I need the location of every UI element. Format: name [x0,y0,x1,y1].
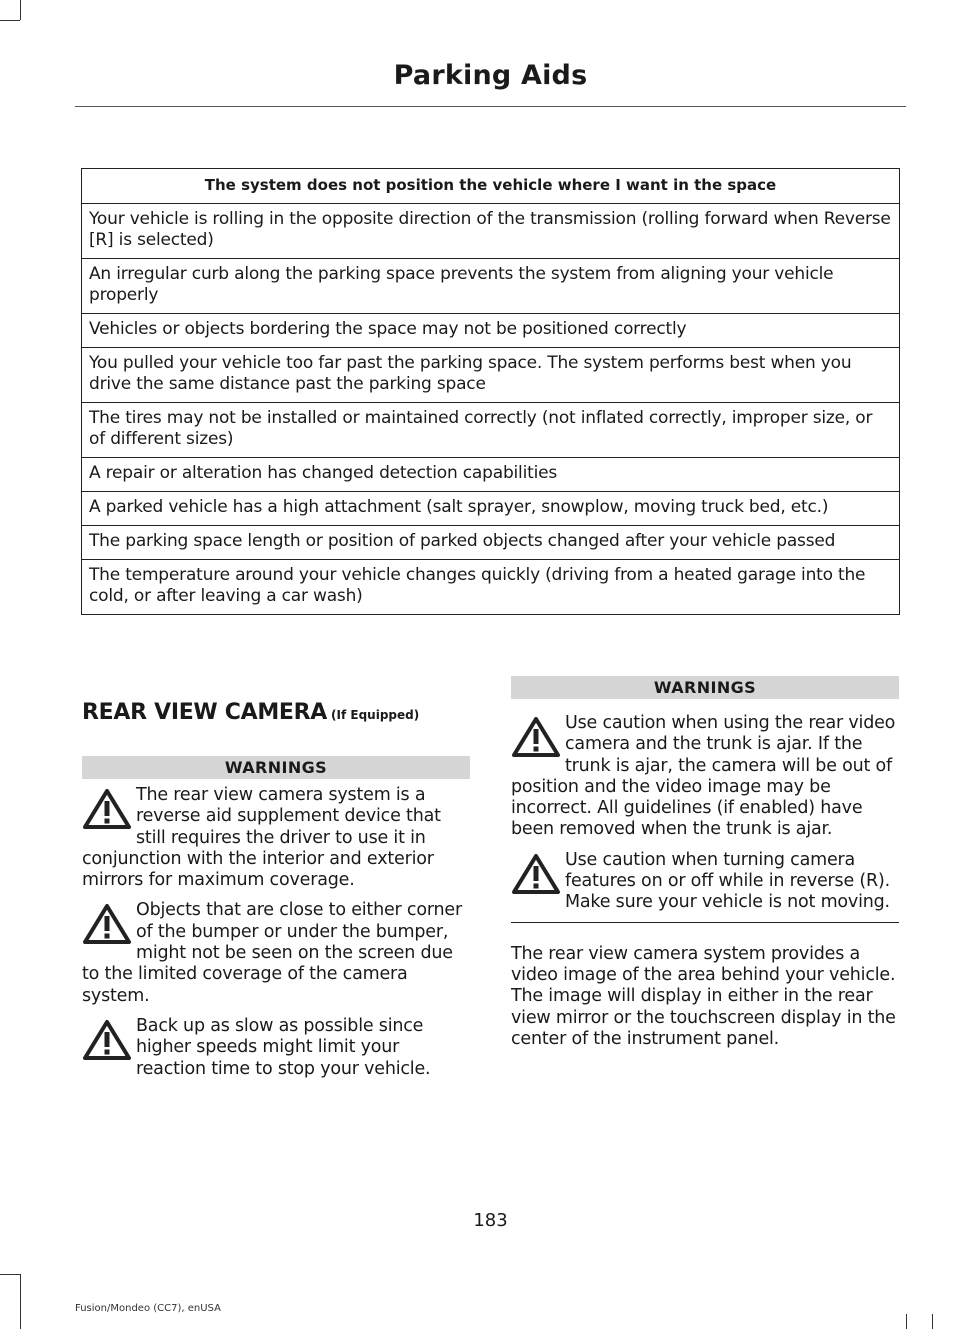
section-heading [82,700,470,738]
page-number: 183 [473,1210,508,1231]
table-row [82,403,900,458]
title-divider [75,106,906,107]
table-header: The system does not position the vehicle where I want in the space [82,169,900,204]
table-row [82,204,900,259]
warning-triangle-icon [511,852,561,898]
warning-item [511,850,899,914]
table-cell: An irregular curb along the parking space prevents the system from aligning your vehicle properly [82,259,900,314]
table-row [82,314,900,348]
right-column [511,676,899,1050]
warning-text: Use caution when using the rear video camera and the trunk is ajar. If the trunk is ajar, the camera will be out of position and the video image may be incorrect. All guidelines (if enabled) have been removed when the trunk is ajar. [511,713,896,840]
table-cell: The tires may not be installed or maintained correctly (not inflated correctly, improper size, or of different sizes) [82,403,900,458]
table-cell: The parking space length or position of parked objects changed after your vehicle passed [82,526,900,560]
table-cell: Your vehicle is rolling in the opposite direction of the transmission (rolling forward when Reverse [R] is selected) [82,204,900,259]
table-row [82,526,900,560]
page-title: Parking Aids [393,60,588,91]
body-paragraph: The rear view camera system provides a video image of the area behind your vehicle. The image will display in either in the rear view mirror or the touchscreen display in the center of the instrument panel. [511,943,896,1049]
table-cell: A parked vehicle has a high attachment (salt sprayer, snowplow, moving truck bed, etc.) [82,492,900,526]
warning-item [82,1016,470,1080]
crop-mark [20,1274,21,1329]
warnings-end-rule [511,922,899,923]
warning-text: The rear view camera system is a reverse aid supplement device that still requires the driver to use it in conjunction with the interior and exterior mirrors for maximum coverage. [82,785,441,891]
table-cell: A repair or alteration has changed detection capabilities [82,458,900,492]
warning-item [82,900,470,1006]
warning-triangle-icon [82,902,132,948]
footer-text: Fusion/Mondeo (CC7), enUSA [75,1303,221,1314]
warnings-label: WARNINGS [511,676,899,699]
warning-triangle-icon [511,715,561,761]
crop-mark [0,20,20,21]
table-row [82,492,900,526]
crop-mark [906,1314,907,1329]
section-heading-title: REAR VIEW CAMERA [82,700,328,725]
crop-mark [20,0,21,20]
warning-item [82,785,470,891]
table-row [82,259,900,314]
table-row [82,560,900,615]
warning-triangle-icon [82,787,132,833]
warning-text: Use caution when turning camera features on or off while in reverse (R). Make sure your vehicle is not moving. [565,849,890,913]
table-cell: Vehicles or objects bordering the space may not be positioned correctly [82,314,900,348]
warnings-label: WARNINGS [82,756,470,779]
table-cell: The temperature around your vehicle changes quickly (driving from a heated garage into the cold, or after leaving a car wash) [82,560,900,615]
warning-triangle-icon [82,1018,132,1064]
crop-mark [932,1314,933,1329]
table-row [82,348,900,403]
warning-text: Objects that are close to either corner of the bumper or under the bumper, might not be seen on the screen due to the limited coverage of the camera system. [82,900,462,1006]
warning-item [511,713,899,841]
table-row [82,458,900,492]
left-column [82,700,470,1080]
section-heading-note: (If Equipped) [331,708,420,722]
crop-mark [0,1274,20,1275]
table-cell: You pulled your vehicle too far past the parking space. The system performs best when you drive the same distance past the parking space [82,348,900,403]
causes-table [81,168,900,615]
warning-text: Back up as slow as possible since higher speeds might limit your reaction time to stop your vehicle. [136,1015,431,1079]
